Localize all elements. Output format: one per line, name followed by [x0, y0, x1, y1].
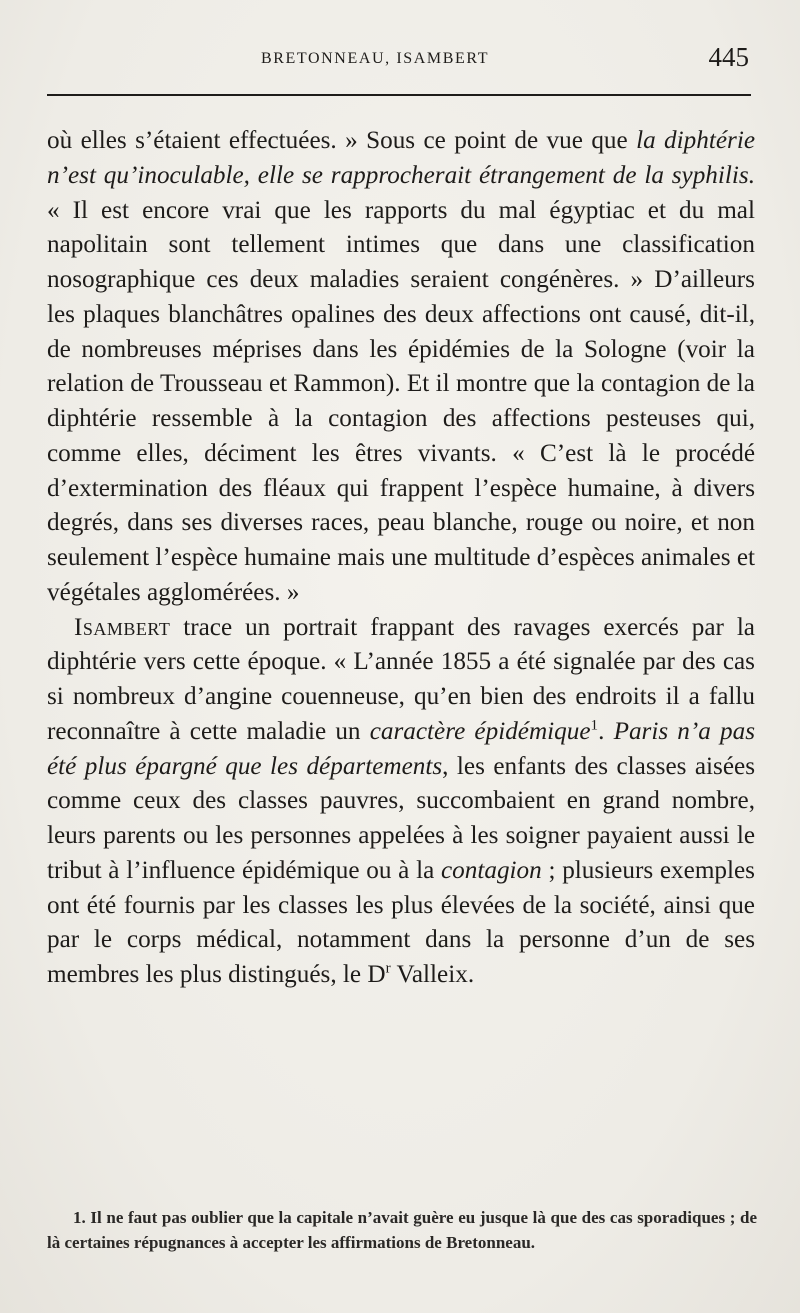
page-number: 445 [708, 42, 749, 72]
body-text [47, 124, 755, 993]
author-name: Isambert [74, 613, 171, 641]
running-head [47, 44, 753, 78]
italic-segment: la diphtérie n’est qu’inoculable, elle se rapprocherait étrangement de la syphilis. [47, 127, 755, 189]
header-rule [47, 94, 751, 96]
footnote [47, 1206, 757, 1255]
footnote-text: 1. Il ne faut pas oublier que la capitale n’avait guère eu jusque là que des cas sporadiques ; de là certaines répugnances à accepter les affirmations de Bretonneau. [47, 1208, 757, 1252]
text-segment: , les enfants des classes aisées comme ceux des classes pauvres, succombaient en grand nombre, leurs parents ou les personnes appelées à les soigner payaient aussi le tribut à l’influence épidémique ou à la [47, 752, 756, 884]
paragraph [47, 124, 755, 611]
text-segment: Valleix. [390, 961, 475, 988]
superscript: r [385, 960, 391, 977]
italic-segment: contagion [440, 856, 542, 884]
text-segment: où elles s’étaient effectuées. » Sous ce point de vue que [47, 127, 637, 154]
italic-segment: caractère épidémique [369, 717, 591, 745]
italic-segment: Paris n’a pas été plus épargné que les départements [47, 717, 756, 780]
text-segment: . [598, 717, 614, 745]
text-segment: trace un portrait frappant des ravages exercés par la diphtérie vers cette époque. « L’année 1855 a été signalée par des cas si nombreux d’angine couenneuse, qu’en bien des endroits il a fallu reconnaître à cette maladie un [47, 613, 755, 745]
footnote-marker: 1 [590, 717, 599, 734]
text-segment: ; plusieurs exemples ont été fournis par les classes les plus élevées de la société, ainsi que par le corps médical, notamment dans la personne d’un de ses membres les plus distingués, le D [47, 856, 755, 988]
text-segment: « Il est encore vrai que les rapports du mal égyptiac et du mal napolitain sont tellement intimes que dans une classification nosographique ces deux maladies seraient congénères. » D’ailleurs les plaques blanchâtres opalines des deux affections ont causé, dit-il, de nombreuses méprises dans les épidémies de la Sologne (voir la relation de Trousseau et Rammon). Et il montre que la contagion de la diphtérie ressemble à la contagion des affections pesteuses qui, comme elles, déciment les êtres vivants. « C’est là le procédé d’extermination des fléaux qui frappent l’espèce humaine, à divers degrés, dans ses diverses races, peau blanche, rouge ou noire, et non seulement l’espèce humaine mais une multitude d’espèces animales et végétales agglomérées. » [47, 196, 755, 606]
paragraph [47, 611, 755, 993]
running-title: BRETONNEAU, ISAMBERT [261, 50, 490, 67]
